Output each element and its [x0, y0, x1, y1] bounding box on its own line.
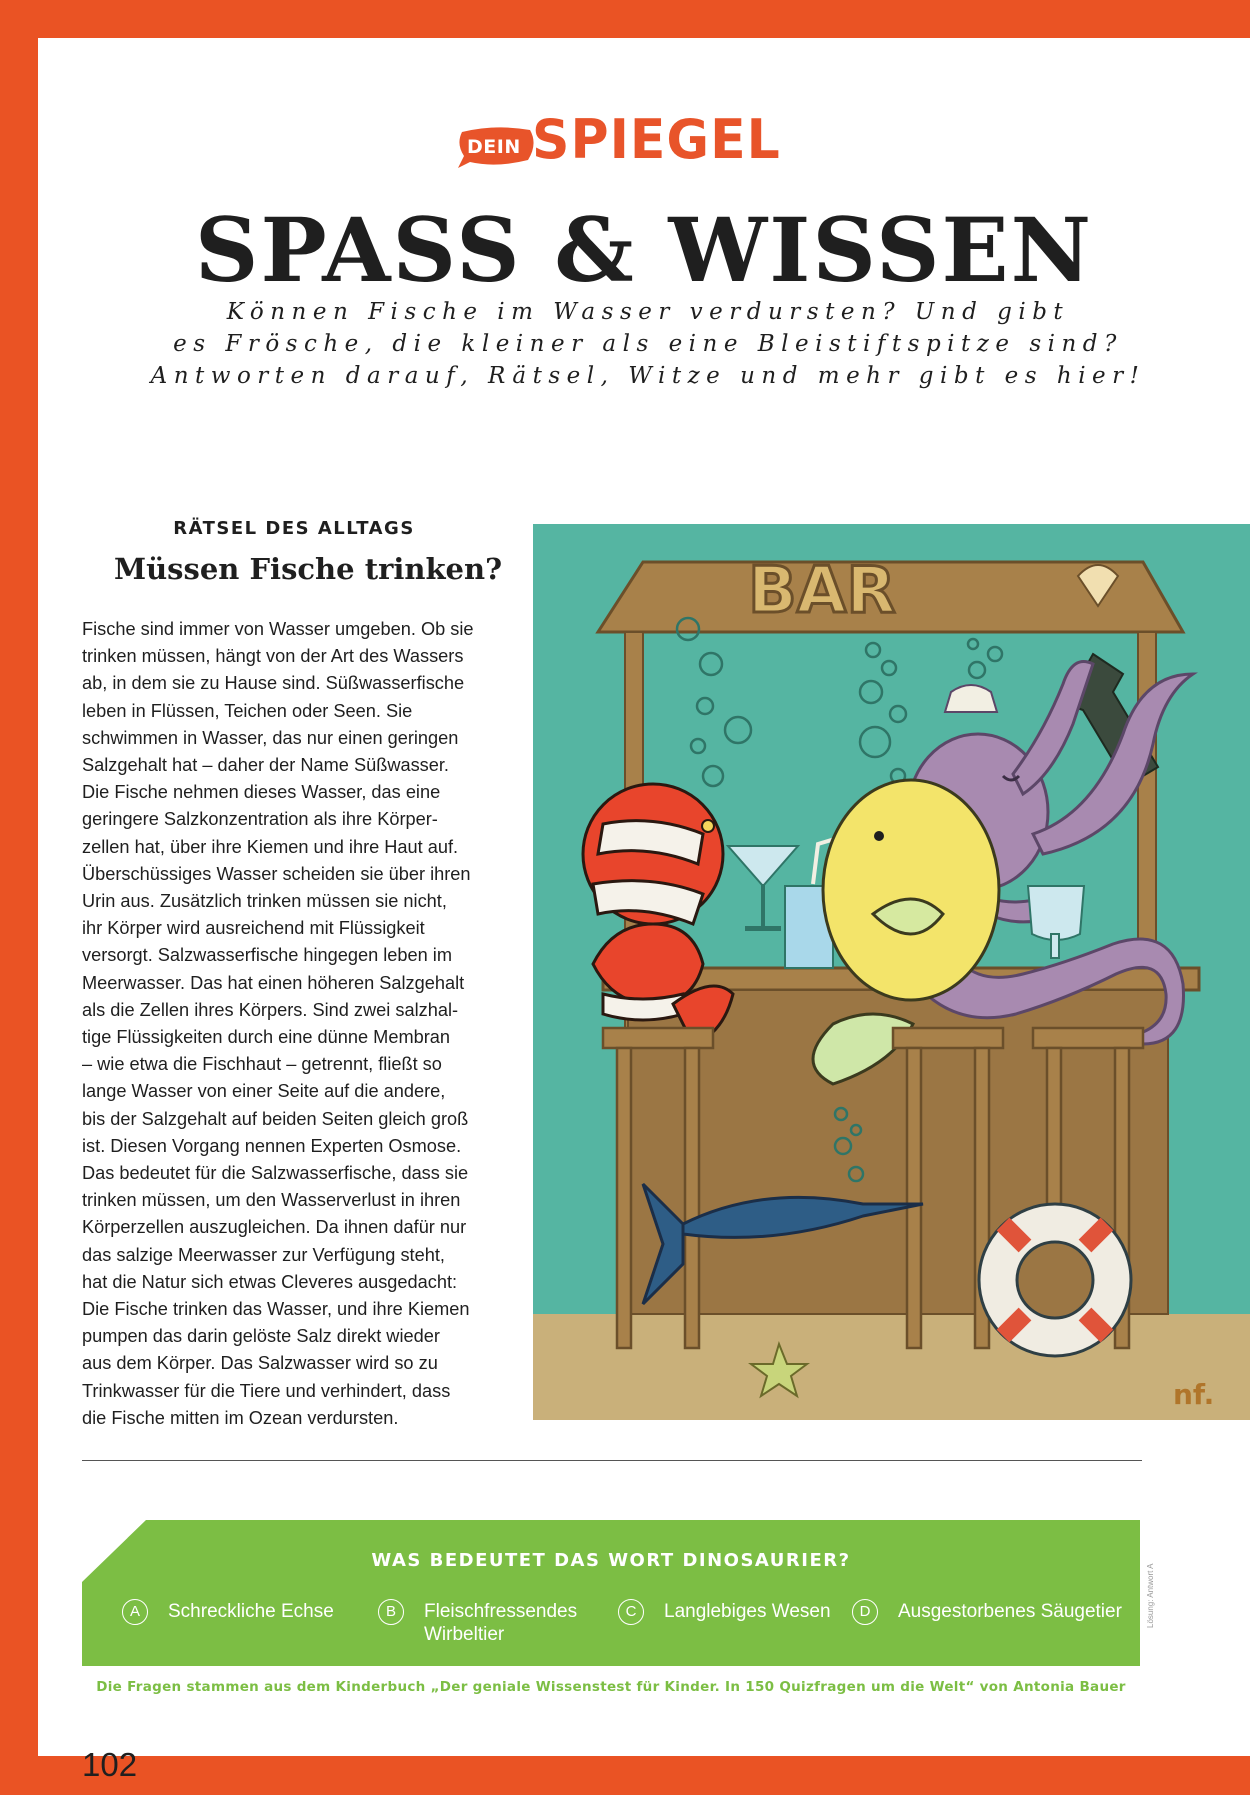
option-letter-c: C [618, 1599, 644, 1625]
illustrator-signature: nf. [1173, 1378, 1215, 1411]
option-letter-a: A [122, 1599, 148, 1625]
option-label: Fleischfressendes Wirbeltier [424, 1601, 578, 1645]
goblet-glass [1028, 886, 1084, 940]
option-label: Schreckliche Echse [168, 1601, 334, 1622]
sand-floor [533, 1314, 1250, 1420]
source-credit: Die Fragen stammen aus dem Kinderbuch „Der geniale Wissenstest für Kinder. In 150 Quizfragen um die Welt“ von Antonia Bauer [96, 1679, 1126, 1695]
bar-sign-text: BAR [748, 554, 896, 628]
quiz-option-c[interactable] [618, 1600, 831, 1625]
article-line: ihr Körper wird ausreichend mit Flüssigkeit [82, 918, 425, 939]
article-line: geringere Salzkonzentration als ihre Körper- [82, 809, 438, 830]
option-label: Langlebiges Wesen [664, 1601, 831, 1622]
article-line: zellen hat, über ihre Kiemen und ihre Haut auf. [82, 836, 459, 857]
intro-line: Können Fische im Wasser verdursten? Und gibt [226, 299, 1070, 325]
intro-line: Antworten darauf, Rätsel, Witze und mehr gibt es hier! [150, 363, 1146, 389]
article-line: Trinkwasser für die Tiere und verhindert, dass [82, 1380, 451, 1401]
life-ring [979, 1204, 1131, 1356]
option-letter-d: D [852, 1599, 878, 1625]
logo-wordmark: SPIEGEL [532, 108, 781, 172]
article-line: ist. Diesen Vorgang nennen Experten Osmose. [82, 1135, 462, 1156]
article-line: als die Zellen ihres Körpers. Sind zwei salzhal- [82, 999, 459, 1020]
article-line: hat die Natur sich etwas Cleveres ausgedacht: [82, 1271, 458, 1292]
page-title: SPASS & WISSEN [194, 198, 1094, 302]
quiz-solution: Lösung: Antwort A [1146, 1563, 1155, 1628]
article-line: schwimmen in Wasser, das nur einen geringen [82, 727, 459, 748]
article-line: Fische sind immer von Wasser umgeben. Ob sie [82, 619, 474, 639]
article-line: Überschüssiges Wasser scheiden sie über ihren [82, 863, 471, 884]
yellow-fish-eye [874, 831, 884, 841]
magazine-page [38, 38, 1250, 1783]
article-line: Das bedeutet für die Salzwasserfische, dass sie [82, 1163, 469, 1184]
quiz-question: WAS BEDEUTET DAS WORT DINOSAURIER? [371, 1550, 851, 1571]
article-line: – wie etwa die Fischhaut – getrennt, fließt so [82, 1054, 442, 1075]
article-line: Meerwasser. Das hat einen höheren Salzgehalt [82, 972, 465, 993]
article-line: pumpen das darin gelöste Salz direkt wieder [82, 1326, 440, 1347]
article-line: trinken müssen, hängt von der Art des Wassers [82, 646, 464, 667]
intro-text [128, 296, 1168, 392]
article-line: das salzige Meerwasser zur Verfügung steht, [82, 1244, 445, 1265]
quiz-option-d[interactable] [852, 1600, 1122, 1625]
divider [82, 1460, 1142, 1461]
article-line: versorgt. Salzwasserfische hingegen leben im [82, 945, 453, 966]
article-line: tige Flüssigkeiten durch eine dünne Membran [82, 1027, 451, 1048]
article-line: Urin aus. Zusätzlich trinken müssen sie nicht, [82, 891, 447, 912]
article-line: trinken müssen, um den Wasserverlust in ihren [82, 1190, 461, 1211]
article-line: leben in Flüssen, Teichen oder Seen. Sie [82, 700, 413, 721]
article-line: aus dem Körper. Das Salzwasser wird so zu [82, 1353, 438, 1374]
article-line: ab, in dem sie zu Hause sind. Süßwasserfische [82, 673, 465, 694]
intro-line: es Frösche, die kleiner als eine Bleistiftspitze sind? [173, 331, 1123, 357]
article-line: die Fische mitten im Ozean verdursten. [82, 1407, 399, 1428]
dein-spiegel-logo [456, 108, 816, 178]
article-line: Salzgehalt hat – daher der Name Süßwasser. [82, 755, 449, 776]
article-line: Körperzellen auszugleichen. Da ihnen dafür nur [82, 1217, 467, 1238]
article-kicker: RÄTSEL DES ALLTAGS [173, 518, 415, 539]
logo-badge-text: DEIN [467, 136, 521, 158]
quiz-option-a[interactable] [122, 1600, 334, 1625]
option-label: Ausgestorbenes Säugetier [898, 1601, 1122, 1622]
quiz-background [82, 1520, 1140, 1666]
article-title: Müssen Fische trinken? [114, 552, 503, 586]
article-line: Die Fische trinken das Wasser, und ihre Kiemen [82, 1299, 470, 1320]
option-letter-b: B [378, 1599, 404, 1625]
article-line: lange Wasser von einer Seite auf die andere, [82, 1081, 446, 1102]
quiz-option-b[interactable] [378, 1600, 577, 1646]
page-number: 102 [82, 1746, 138, 1783]
quiz-box [82, 1520, 1140, 1666]
article-line: bis der Salzgehalt auf beiden Seiten gleich groß [82, 1108, 469, 1129]
article-line: Die Fische nehmen dieses Wasser, das eine [82, 782, 441, 803]
fish-bar-illustration [533, 524, 1250, 1420]
article-body [82, 616, 502, 1432]
clownfish-eye [702, 820, 714, 832]
